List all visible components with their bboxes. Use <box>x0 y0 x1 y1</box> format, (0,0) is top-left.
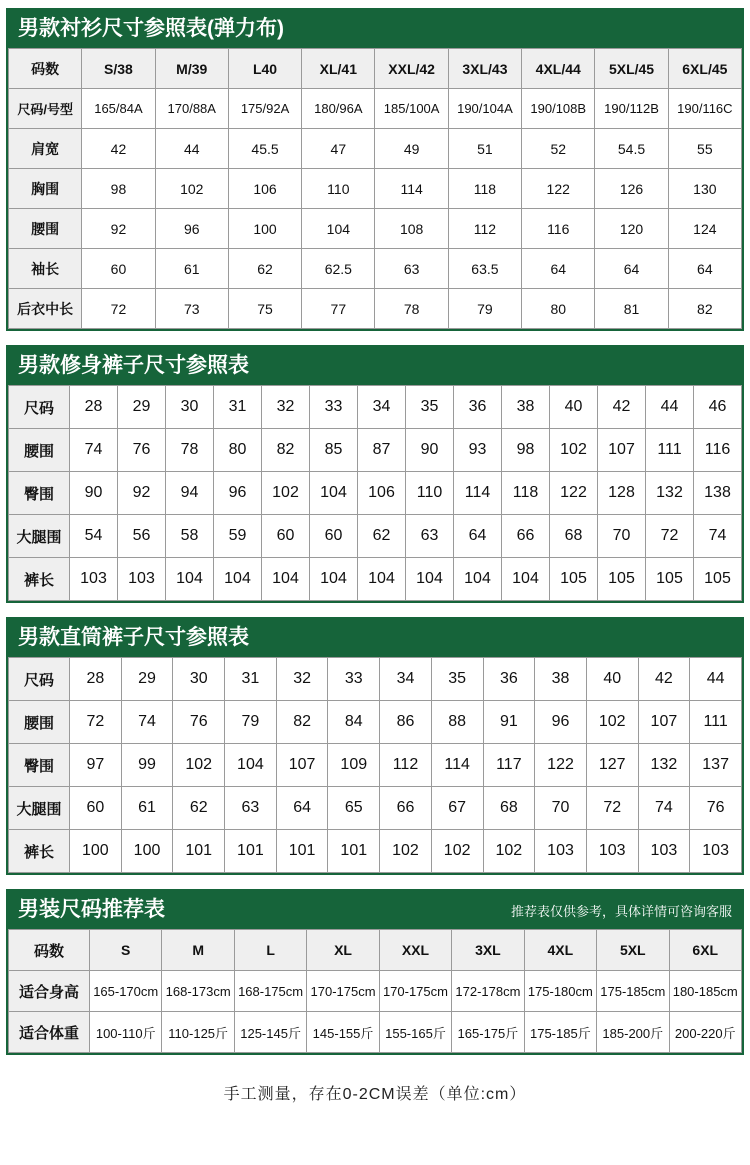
table-cell: 大腿围 <box>9 515 70 558</box>
table-cell: 100 <box>70 830 122 873</box>
table-cell: 107 <box>598 429 646 472</box>
table-cell: 3XL <box>452 930 524 971</box>
table-cell: 130 <box>668 169 741 209</box>
recommend-table-body <box>9 930 742 1053</box>
table-cell: 70 <box>535 787 587 830</box>
table-cell: 132 <box>638 744 690 787</box>
table-cell: 82 <box>262 429 310 472</box>
table-cell: 114 <box>431 744 483 787</box>
table-cell: 114 <box>454 472 502 515</box>
table-cell: S/38 <box>82 49 155 89</box>
table-cell: 104 <box>262 558 310 601</box>
table-cell: 107 <box>638 701 690 744</box>
table-cell: M/39 <box>155 49 228 89</box>
table-cell: 87 <box>358 429 406 472</box>
table-cell: 118 <box>502 472 550 515</box>
table-cell: 102 <box>380 830 432 873</box>
table-cell: 82 <box>276 701 328 744</box>
table-cell: 70 <box>598 515 646 558</box>
table-cell: 64 <box>522 249 595 289</box>
table-cell: 103 <box>535 830 587 873</box>
table-cell: 104 <box>166 558 214 601</box>
table-cell: 56 <box>118 515 166 558</box>
table-cell: 码数 <box>9 930 90 971</box>
table-cell: 码数 <box>9 49 82 89</box>
table-cell: 126 <box>595 169 668 209</box>
table-row <box>9 971 742 1012</box>
table-cell: 124 <box>668 209 741 249</box>
table-cell: 80 <box>214 429 262 472</box>
table-cell: 63 <box>225 787 277 830</box>
table-cell: 61 <box>121 787 173 830</box>
table-row <box>9 129 742 169</box>
table-cell: 190/116C <box>668 89 741 129</box>
table-cell: 38 <box>535 658 587 701</box>
table-cell: 尺码 <box>9 386 70 429</box>
table-cell: 109 <box>328 744 380 787</box>
table-cell: 60 <box>82 249 155 289</box>
straight-pants-block-title <box>8 619 742 657</box>
table-cell: 36 <box>483 658 535 701</box>
table-cell: 大腿围 <box>9 787 70 830</box>
table-cell: 65 <box>328 787 380 830</box>
table-cell: 30 <box>166 386 214 429</box>
table-cell: 68 <box>550 515 598 558</box>
table-cell: 104 <box>454 558 502 601</box>
table-cell: 111 <box>690 701 742 744</box>
table-cell: 76 <box>173 701 225 744</box>
slim-pants-size-table <box>8 385 742 601</box>
table-cell: 106 <box>358 472 406 515</box>
slim-pants-size-block <box>6 345 744 603</box>
table-cell: 40 <box>586 658 638 701</box>
table-cell: 110-125斤 <box>162 1012 234 1053</box>
table-cell: 74 <box>70 429 118 472</box>
shirt-size-table <box>8 48 742 329</box>
table-cell: 72 <box>82 289 155 329</box>
table-cell: 185/100A <box>375 89 448 129</box>
table-cell: 190/112B <box>595 89 668 129</box>
table-row <box>9 1012 742 1053</box>
table-cell: 200-220斤 <box>669 1012 742 1053</box>
table-cell: 103 <box>70 558 118 601</box>
table-cell: 180-185cm <box>669 971 742 1012</box>
shirt-table-body <box>9 49 742 329</box>
table-cell: 64 <box>595 249 668 289</box>
table-cell: 30 <box>173 658 225 701</box>
table-cell: 55 <box>668 129 741 169</box>
table-cell: 155-165斤 <box>379 1012 451 1053</box>
table-cell: XL/41 <box>302 49 375 89</box>
table-cell: 103 <box>690 830 742 873</box>
table-cell: 105 <box>550 558 598 601</box>
table-cell: 33 <box>328 658 380 701</box>
table-cell: 104 <box>406 558 454 601</box>
table-cell: 91 <box>483 701 535 744</box>
table-cell: 42 <box>638 658 690 701</box>
table-cell: 裤长 <box>9 558 70 601</box>
recommend-note-text: 推荐表仅供参考，具体详情可咨询客服 <box>510 904 732 920</box>
table-row <box>9 472 742 515</box>
table-row <box>9 830 742 873</box>
recommend-title-text: 男装尺码推荐表 <box>18 898 165 922</box>
table-cell: 63.5 <box>448 249 521 289</box>
shirt-title-text: 男款衬衫尺寸参照表(弹力布) <box>18 17 284 40</box>
table-cell: 54.5 <box>595 129 668 169</box>
table-row <box>9 89 742 129</box>
table-cell: XXL/42 <box>375 49 448 89</box>
table-cell: 29 <box>121 658 173 701</box>
shirt-block-title <box>8 10 742 48</box>
table-cell: 肩宽 <box>9 129 82 169</box>
table-cell: 106 <box>228 169 301 209</box>
table-cell: 62 <box>228 249 301 289</box>
table-row <box>9 429 742 472</box>
table-cell: 104 <box>358 558 406 601</box>
table-row <box>9 515 742 558</box>
table-cell: 100 <box>121 830 173 873</box>
table-cell: 111 <box>646 429 694 472</box>
table-row <box>9 249 742 289</box>
table-row <box>9 701 742 744</box>
table-cell: 122 <box>550 472 598 515</box>
table-cell: 72 <box>70 701 122 744</box>
table-cell: 96 <box>214 472 262 515</box>
table-cell: 裤长 <box>9 830 70 873</box>
table-row <box>9 289 742 329</box>
table-cell: 107 <box>276 744 328 787</box>
table-cell: 33 <box>310 386 358 429</box>
table-cell: 31 <box>225 658 277 701</box>
shirt-size-block <box>6 8 744 331</box>
table-cell: 46 <box>694 386 742 429</box>
table-cell: 102 <box>173 744 225 787</box>
table-cell: 40 <box>550 386 598 429</box>
table-cell: 138 <box>694 472 742 515</box>
table-cell: 170-175cm <box>307 971 379 1012</box>
slim-pants-block-title <box>8 347 742 385</box>
table-cell: 102 <box>262 472 310 515</box>
table-cell: 102 <box>483 830 535 873</box>
table-cell: 85 <box>310 429 358 472</box>
table-cell: 104 <box>310 472 358 515</box>
table-cell: 29 <box>118 386 166 429</box>
table-cell: 袖长 <box>9 249 82 289</box>
table-cell: 36 <box>454 386 502 429</box>
table-cell: 35 <box>431 658 483 701</box>
table-cell: 44 <box>155 129 228 169</box>
table-cell: 101 <box>225 830 277 873</box>
recommend-block-title <box>8 891 742 929</box>
table-cell: 62 <box>173 787 225 830</box>
table-cell: 5XL/45 <box>595 49 668 89</box>
table-cell: 64 <box>276 787 328 830</box>
table-cell: S <box>90 930 162 971</box>
table-cell: 104 <box>310 558 358 601</box>
table-cell: 104 <box>502 558 550 601</box>
table-cell: 116 <box>522 209 595 249</box>
table-cell: 66 <box>380 787 432 830</box>
table-cell: 59 <box>214 515 262 558</box>
table-row <box>9 744 742 787</box>
table-cell: 62 <box>358 515 406 558</box>
table-cell: 88 <box>431 701 483 744</box>
table-cell: 94 <box>166 472 214 515</box>
table-cell: 165-175斤 <box>452 1012 524 1053</box>
table-cell: 6XL/45 <box>668 49 741 89</box>
table-cell: 31 <box>214 386 262 429</box>
table-cell: 60 <box>70 787 122 830</box>
table-cell: 108 <box>375 209 448 249</box>
table-cell: 80 <box>522 289 595 329</box>
table-cell: 61 <box>155 249 228 289</box>
table-cell: 75 <box>228 289 301 329</box>
table-cell: 168-173cm <box>162 971 234 1012</box>
table-cell: 132 <box>646 472 694 515</box>
table-cell: 118 <box>448 169 521 209</box>
table-cell: 100-110斤 <box>90 1012 162 1053</box>
table-row <box>9 49 742 89</box>
table-cell: 后衣中长 <box>9 289 82 329</box>
table-cell: 128 <box>598 472 646 515</box>
table-cell: 165-170cm <box>90 971 162 1012</box>
table-cell: 42 <box>598 386 646 429</box>
table-cell: 6XL <box>669 930 742 971</box>
table-cell: 47 <box>302 129 375 169</box>
size-recommendation-block <box>6 889 744 1055</box>
table-cell: 78 <box>166 429 214 472</box>
table-cell: 尺码 <box>9 658 70 701</box>
table-cell: 52 <box>522 129 595 169</box>
table-cell: 190/104A <box>448 89 521 129</box>
table-cell: 190/108B <box>522 89 595 129</box>
table-cell: 81 <box>595 289 668 329</box>
table-row <box>9 787 742 830</box>
table-cell: 76 <box>690 787 742 830</box>
table-row <box>9 930 742 971</box>
table-cell: 44 <box>646 386 694 429</box>
table-cell: XXL <box>379 930 451 971</box>
table-cell: 77 <box>302 289 375 329</box>
table-cell: 51 <box>448 129 521 169</box>
table-cell: 适合身高 <box>9 971 90 1012</box>
table-cell: 102 <box>155 169 228 209</box>
table-cell: 64 <box>668 249 741 289</box>
table-cell: 101 <box>276 830 328 873</box>
table-cell: 4XL <box>524 930 596 971</box>
table-cell: 103 <box>118 558 166 601</box>
table-row <box>9 169 742 209</box>
table-cell: 102 <box>550 429 598 472</box>
table-cell: L <box>234 930 306 971</box>
table-cell: 28 <box>70 386 118 429</box>
table-row <box>9 658 742 701</box>
table-cell: 100 <box>228 209 301 249</box>
table-cell: 145-155斤 <box>307 1012 379 1053</box>
table-cell: 74 <box>638 787 690 830</box>
table-cell: 105 <box>694 558 742 601</box>
table-cell: 34 <box>380 658 432 701</box>
table-cell: 臀围 <box>9 472 70 515</box>
table-cell: 腰围 <box>9 701 70 744</box>
measurement-disclaimer: 手工测量，存在0-2CM误差（单位:cm） <box>223 1086 527 1104</box>
table-cell: 180/96A <box>302 89 375 129</box>
size-recommendation-table <box>8 929 742 1053</box>
table-cell: 165/84A <box>82 89 155 129</box>
table-cell: 175/92A <box>228 89 301 129</box>
table-cell: 90 <box>70 472 118 515</box>
table-cell: 99 <box>121 744 173 787</box>
table-cell: 63 <box>406 515 454 558</box>
table-cell: 76 <box>118 429 166 472</box>
table-cell: 92 <box>82 209 155 249</box>
table-cell: 96 <box>155 209 228 249</box>
table-cell: 175-180cm <box>524 971 596 1012</box>
table-cell: 112 <box>448 209 521 249</box>
table-cell: 103 <box>586 830 638 873</box>
table-cell: 74 <box>694 515 742 558</box>
table-cell: 110 <box>302 169 375 209</box>
table-cell: 60 <box>310 515 358 558</box>
table-cell: 98 <box>82 169 155 209</box>
table-cell: 172-178cm <box>452 971 524 1012</box>
table-cell: 42 <box>82 129 155 169</box>
table-cell: 125-145斤 <box>234 1012 306 1053</box>
table-cell: 168-175cm <box>234 971 306 1012</box>
table-cell: 105 <box>598 558 646 601</box>
table-row <box>9 558 742 601</box>
table-cell: 102 <box>586 701 638 744</box>
table-cell: 137 <box>690 744 742 787</box>
table-cell: 66 <box>502 515 550 558</box>
table-cell: 臀围 <box>9 744 70 787</box>
slim-pants-title-text: 男款修身裤子尺寸参照表 <box>18 354 249 378</box>
table-cell: 58 <box>166 515 214 558</box>
table-cell: 105 <box>646 558 694 601</box>
table-cell: 102 <box>431 830 483 873</box>
table-cell: 114 <box>375 169 448 209</box>
table-cell: 5XL <box>597 930 669 971</box>
table-cell: 38 <box>502 386 550 429</box>
table-cell: 3XL/43 <box>448 49 521 89</box>
table-cell: 适合体重 <box>9 1012 90 1053</box>
table-cell: 96 <box>535 701 587 744</box>
table-cell: 116 <box>694 429 742 472</box>
table-cell: 73 <box>155 289 228 329</box>
table-cell: 60 <box>262 515 310 558</box>
table-cell: 尺码/号型 <box>9 89 82 129</box>
table-cell: 4XL/44 <box>522 49 595 89</box>
table-cell: 101 <box>328 830 380 873</box>
table-cell: 45.5 <box>228 129 301 169</box>
straight-pants-title-text: 男款直筒裤子尺寸参照表 <box>18 626 249 650</box>
table-cell: 104 <box>214 558 262 601</box>
straight-pants-size-block <box>6 617 744 875</box>
table-cell: 103 <box>638 830 690 873</box>
table-cell: 62.5 <box>302 249 375 289</box>
table-cell: 175-185cm <box>597 971 669 1012</box>
table-cell: 117 <box>483 744 535 787</box>
table-cell: 127 <box>586 744 638 787</box>
table-cell: 170-175cm <box>379 971 451 1012</box>
table-cell: 63 <box>375 249 448 289</box>
table-cell: 90 <box>406 429 454 472</box>
table-cell: 28 <box>70 658 122 701</box>
table-cell: 110 <box>406 472 454 515</box>
table-cell: 78 <box>375 289 448 329</box>
table-cell: 胸围 <box>9 169 82 209</box>
table-cell: 82 <box>668 289 741 329</box>
table-cell: 185-200斤 <box>597 1012 669 1053</box>
table-cell: 93 <box>454 429 502 472</box>
table-cell: 175-185斤 <box>524 1012 596 1053</box>
straight-pants-size-table <box>8 657 742 873</box>
table-cell: 104 <box>302 209 375 249</box>
table-cell: 122 <box>535 744 587 787</box>
table-cell: M <box>162 930 234 971</box>
table-cell: 79 <box>448 289 521 329</box>
table-cell: 86 <box>380 701 432 744</box>
table-cell: 97 <box>70 744 122 787</box>
table-cell: 44 <box>690 658 742 701</box>
table-cell: 101 <box>173 830 225 873</box>
straight-pants-table-body <box>9 658 742 873</box>
table-cell: 64 <box>454 515 502 558</box>
table-cell: 84 <box>328 701 380 744</box>
table-cell: 腰围 <box>9 429 70 472</box>
table-cell: 92 <box>118 472 166 515</box>
table-cell: 79 <box>225 701 277 744</box>
table-cell: 112 <box>380 744 432 787</box>
table-cell: 122 <box>522 169 595 209</box>
table-cell: 104 <box>225 744 277 787</box>
table-cell: 32 <box>262 386 310 429</box>
table-cell: 98 <box>502 429 550 472</box>
table-cell: 35 <box>406 386 454 429</box>
table-cell: 72 <box>646 515 694 558</box>
table-cell: XL <box>307 930 379 971</box>
table-cell: L40 <box>228 49 301 89</box>
table-cell: 74 <box>121 701 173 744</box>
table-row <box>9 209 742 249</box>
slim-pants-table-body <box>9 386 742 601</box>
table-cell: 54 <box>70 515 118 558</box>
table-cell: 32 <box>276 658 328 701</box>
table-cell: 72 <box>586 787 638 830</box>
table-cell: 49 <box>375 129 448 169</box>
table-cell: 120 <box>595 209 668 249</box>
table-cell: 67 <box>431 787 483 830</box>
table-cell: 68 <box>483 787 535 830</box>
table-cell: 34 <box>358 386 406 429</box>
table-cell: 腰围 <box>9 209 82 249</box>
table-cell: 170/88A <box>155 89 228 129</box>
table-row <box>9 386 742 429</box>
